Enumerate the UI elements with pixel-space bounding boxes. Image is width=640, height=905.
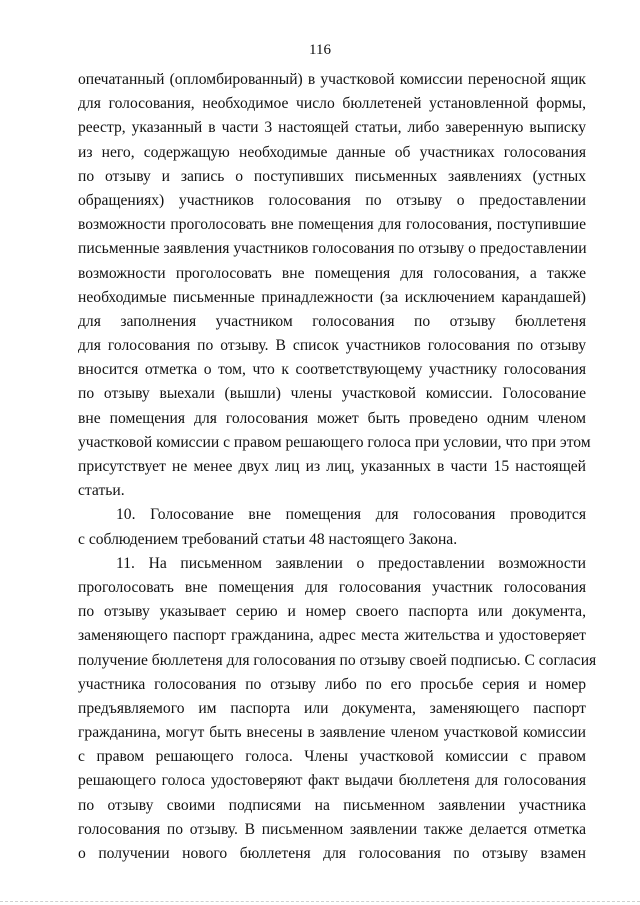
text-line: присутствует не менее двух лиц из лиц, указанных в части 15 настоящей — [78, 458, 586, 475]
text-line: вносится отметка о том, что к соответствующему участнику голосования — [78, 361, 586, 379]
text-line: заменяющего паспорт гражданина, адрес места жительства и удостоверяет — [78, 627, 586, 645]
text-line: гражданина, могут быть внесены в заявление членом участковой комиссии — [78, 724, 586, 742]
text-line: необходимые письменные принадлежности (за исключением карандашей) — [78, 288, 586, 306]
text-line: по отзыву выехали (вышли) члены участковой комиссии. Голосование — [78, 385, 586, 403]
text-line: решающего голоса удостоверяют факт выдачи бюллетеня для голосования — [78, 772, 586, 790]
text-line: 10. Голосование вне помещения для голосования проводится — [116, 506, 586, 524]
text-line: письменные заявления участников голосования по отзыву о предоставлении — [78, 240, 587, 258]
text-line: участковой комиссии с правом решающего голоса при условии, что при этом — [78, 433, 591, 451]
text-line: по отзыву указывает серию и номер своего паспорта или документа, — [78, 603, 586, 621]
paragraph — [78, 68, 591, 503]
text-line: возможности проголосовать вне помещения для голосования, а также — [78, 264, 586, 282]
page-number: 116 — [309, 42, 331, 58]
paragraph — [78, 552, 597, 866]
document-body — [78, 68, 597, 866]
text-line: предъявляемого им паспорта или документа, заменяющего паспорт — [78, 699, 586, 717]
text-line: с правом решающего голоса. Члены участковой комиссии с правом — [78, 748, 586, 766]
text-line: для голосования по отзыву. В список участников голосования по отзыву — [78, 337, 586, 355]
text-line: из него, содержащую необходимые данные об участниках голосования — [78, 143, 586, 161]
text-line: вне помещения для голосования может быть проведено одним членом — [78, 409, 586, 427]
page-edge-divider — [0, 901, 640, 903]
text-line: 11. На письменном заявлении о предоставлении возможности — [116, 554, 586, 572]
text-line: голосования по отзыву. В письменном заявлении также делается отметка — [78, 820, 586, 838]
paragraph — [78, 503, 586, 551]
text-line: для заполнения участником голосования по отзыву бюллетеня — [78, 312, 586, 330]
text-line: с соблюдением требований статьи 48 настоящего Закона. — [78, 530, 458, 548]
text-line: о получении нового бюллетеня для голосования по отзыву взамен — [78, 845, 586, 862]
text-line: опечатанный (опломбированный) в участковой комиссии переносной ящик — [78, 71, 586, 88]
text-line: по отзыву своими подписями на письменном заявлении участника — [78, 796, 586, 814]
text-line: получение бюллетеня для голосования по отзыву своей подписью. С согласия — [78, 651, 597, 669]
text-line: реестр, указанный в части 3 настоящей статьи, либо заверенную выписку — [78, 119, 586, 137]
text-line: возможности проголосовать вне помещения для голосования, поступившие — [78, 216, 586, 234]
text-line: по отзыву и запись о поступивших письменных заявлениях (устных — [78, 167, 586, 185]
text-line: проголосовать вне помещения для голосования участник голосования — [78, 578, 586, 596]
text-line: для голосования, необходимое число бюллетеней установленной формы, — [78, 95, 586, 113]
text-line: статьи. — [78, 482, 125, 500]
text-line: участника голосования по отзыву либо по его просьбе серия и номер — [78, 675, 586, 693]
text-line: обращениях) участников голосования по отзыву о предоставлении — [78, 191, 586, 209]
